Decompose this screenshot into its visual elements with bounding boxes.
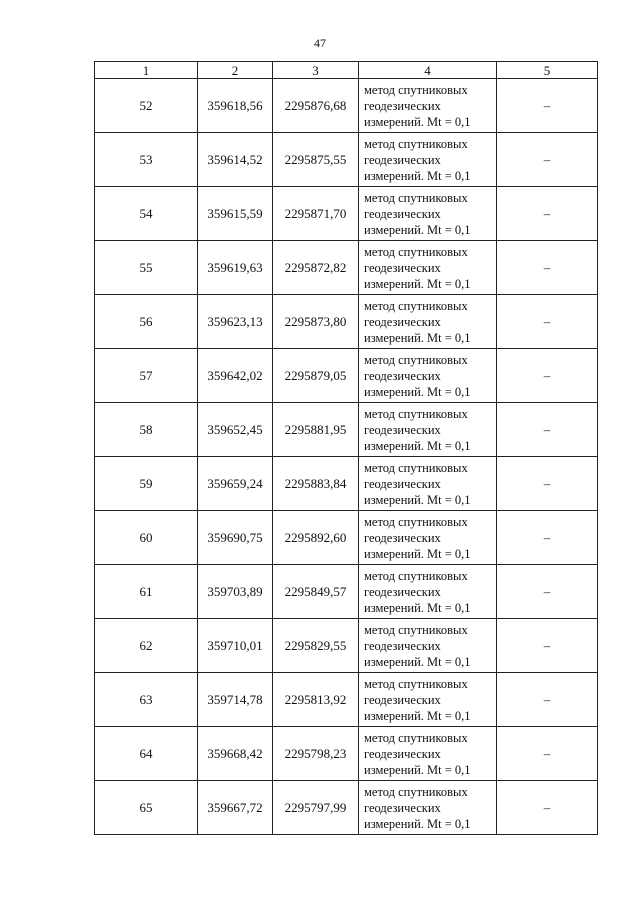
coordinates-table <box>94 61 598 835</box>
table-row <box>95 673 598 727</box>
point-number-cell: 54 <box>95 187 198 241</box>
note-cell: – <box>497 511 598 565</box>
table-row <box>95 79 598 133</box>
table-row <box>95 727 598 781</box>
x-coordinate-cell: 359619,63 <box>198 241 273 295</box>
table-row <box>95 457 598 511</box>
column-header: 4 <box>359 62 497 79</box>
method-text-line: геодезических <box>364 800 441 815</box>
note-cell: – <box>497 241 598 295</box>
x-coordinate-cell: 359714,78 <box>198 673 273 727</box>
method-text-line: метод спутниковых <box>364 190 468 205</box>
method-text-line: измерений. Mt = 0,1 <box>364 816 471 831</box>
method-cell <box>359 349 497 403</box>
x-coordinate-cell: 359623,13 <box>198 295 273 349</box>
y-coordinate-cell: 2295872,82 <box>273 241 359 295</box>
method-text-line: измерений. Mt = 0,1 <box>364 276 471 291</box>
method-text-line: геодезических <box>364 260 441 275</box>
point-number-cell: 61 <box>95 565 198 619</box>
point-number-cell: 63 <box>95 673 198 727</box>
method-text-line: геодезических <box>364 152 441 167</box>
method-text-line: геодезических <box>364 584 441 599</box>
table-row <box>95 403 598 457</box>
point-number-cell: 59 <box>95 457 198 511</box>
point-number-cell: 52 <box>95 79 198 133</box>
table-row <box>95 241 598 295</box>
point-number-cell: 57 <box>95 349 198 403</box>
x-coordinate-cell: 359667,72 <box>198 781 273 835</box>
x-coordinate-cell: 359614,52 <box>198 133 273 187</box>
method-cell <box>359 295 497 349</box>
y-coordinate-cell: 2295875,55 <box>273 133 359 187</box>
note-cell: – <box>497 727 598 781</box>
y-coordinate-cell: 2295829,55 <box>273 619 359 673</box>
point-number-cell: 65 <box>95 781 198 835</box>
y-coordinate-cell: 2295892,60 <box>273 511 359 565</box>
y-coordinate-cell: 2295871,70 <box>273 187 359 241</box>
table-row <box>95 565 598 619</box>
method-text-line: измерений. Mt = 0,1 <box>364 600 471 615</box>
method-text-line: геодезических <box>364 206 441 221</box>
method-text-line: метод спутниковых <box>364 568 468 583</box>
method-text-line: измерений. Mt = 0,1 <box>364 438 471 453</box>
table-row <box>95 295 598 349</box>
point-number-cell: 60 <box>95 511 198 565</box>
note-cell: – <box>497 565 598 619</box>
method-text-line: измерений. Mt = 0,1 <box>364 654 471 669</box>
method-text-line: измерений. Mt = 0,1 <box>364 492 471 507</box>
point-number-cell: 53 <box>95 133 198 187</box>
x-coordinate-cell: 359703,89 <box>198 565 273 619</box>
y-coordinate-cell: 2295849,57 <box>273 565 359 619</box>
method-text-line: геодезических <box>364 98 441 113</box>
y-coordinate-cell: 2295879,05 <box>273 349 359 403</box>
note-cell: – <box>497 457 598 511</box>
note-cell: – <box>497 781 598 835</box>
method-text-line: измерений. Mt = 0,1 <box>364 222 471 237</box>
method-cell <box>359 457 497 511</box>
note-cell: – <box>497 295 598 349</box>
method-cell <box>359 619 497 673</box>
method-text-line: измерений. Mt = 0,1 <box>364 114 471 129</box>
x-coordinate-cell: 359668,42 <box>198 727 273 781</box>
method-cell <box>359 565 497 619</box>
method-text-line: метод спутниковых <box>364 676 468 691</box>
column-header: 1 <box>95 62 198 79</box>
note-cell: – <box>497 619 598 673</box>
method-text-line: измерений. Mt = 0,1 <box>364 546 471 561</box>
method-text-line: геодезических <box>364 314 441 329</box>
page-number: 47 <box>314 36 326 50</box>
method-text-line: измерений. Mt = 0,1 <box>364 762 471 777</box>
point-number-cell: 64 <box>95 727 198 781</box>
y-coordinate-cell: 2295876,68 <box>273 79 359 133</box>
table-row <box>95 781 598 835</box>
method-text-line: геодезических <box>364 530 441 545</box>
method-text-line: измерений. Mt = 0,1 <box>364 384 471 399</box>
method-text-line: геодезических <box>364 638 441 653</box>
method-text-line: метод спутниковых <box>364 406 468 421</box>
method-text-line: метод спутниковых <box>364 730 468 745</box>
note-cell: – <box>497 187 598 241</box>
method-cell <box>359 781 497 835</box>
method-text-line: измерений. Mt = 0,1 <box>364 330 471 345</box>
table-header-row <box>95 62 598 79</box>
table-row <box>95 511 598 565</box>
point-number-cell: 55 <box>95 241 198 295</box>
point-number-cell: 58 <box>95 403 198 457</box>
method-text-line: метод спутниковых <box>364 82 468 97</box>
y-coordinate-cell: 2295883,84 <box>273 457 359 511</box>
table-row <box>95 187 598 241</box>
method-cell <box>359 727 497 781</box>
note-cell: – <box>497 133 598 187</box>
x-coordinate-cell: 359642,02 <box>198 349 273 403</box>
method-text-line: геодезических <box>364 692 441 707</box>
x-coordinate-cell: 359710,01 <box>198 619 273 673</box>
method-cell <box>359 673 497 727</box>
method-cell <box>359 187 497 241</box>
y-coordinate-cell: 2295797,99 <box>273 781 359 835</box>
method-cell <box>359 79 497 133</box>
y-coordinate-cell: 2295873,80 <box>273 295 359 349</box>
method-text-line: измерений. Mt = 0,1 <box>364 168 471 183</box>
table-row <box>95 349 598 403</box>
column-header: 3 <box>273 62 359 79</box>
method-cell <box>359 241 497 295</box>
x-coordinate-cell: 359615,59 <box>198 187 273 241</box>
method-text-line: геодезических <box>364 476 441 491</box>
method-text-line: метод спутниковых <box>364 244 468 259</box>
x-coordinate-cell: 359618,56 <box>198 79 273 133</box>
method-text-line: метод спутниковых <box>364 352 468 367</box>
table-row <box>95 619 598 673</box>
method-text-line: метод спутниковых <box>364 136 468 151</box>
method-text-line: геодезических <box>364 422 441 437</box>
column-header: 5 <box>497 62 598 79</box>
note-cell: – <box>497 79 598 133</box>
table-row <box>95 133 598 187</box>
y-coordinate-cell: 2295798,23 <box>273 727 359 781</box>
method-text-line: метод спутниковых <box>364 784 468 799</box>
point-number-cell: 56 <box>95 295 198 349</box>
method-text-line: метод спутниковых <box>364 460 468 475</box>
method-cell <box>359 403 497 457</box>
method-text-line: геодезических <box>364 368 441 383</box>
note-cell: – <box>497 673 598 727</box>
method-text-line: метод спутниковых <box>364 622 468 637</box>
y-coordinate-cell: 2295881,95 <box>273 403 359 457</box>
method-text-line: метод спутниковых <box>364 298 468 313</box>
x-coordinate-cell: 359659,24 <box>198 457 273 511</box>
method-cell <box>359 133 497 187</box>
note-cell: – <box>497 403 598 457</box>
x-coordinate-cell: 359690,75 <box>198 511 273 565</box>
table-body <box>95 79 598 835</box>
method-text-line: метод спутниковых <box>364 514 468 529</box>
y-coordinate-cell: 2295813,92 <box>273 673 359 727</box>
point-number-cell: 62 <box>95 619 198 673</box>
note-cell: – <box>497 349 598 403</box>
x-coordinate-cell: 359652,45 <box>198 403 273 457</box>
method-text-line: геодезических <box>364 746 441 761</box>
method-text-line: измерений. Mt = 0,1 <box>364 708 471 723</box>
column-header: 2 <box>198 62 273 79</box>
method-cell <box>359 511 497 565</box>
